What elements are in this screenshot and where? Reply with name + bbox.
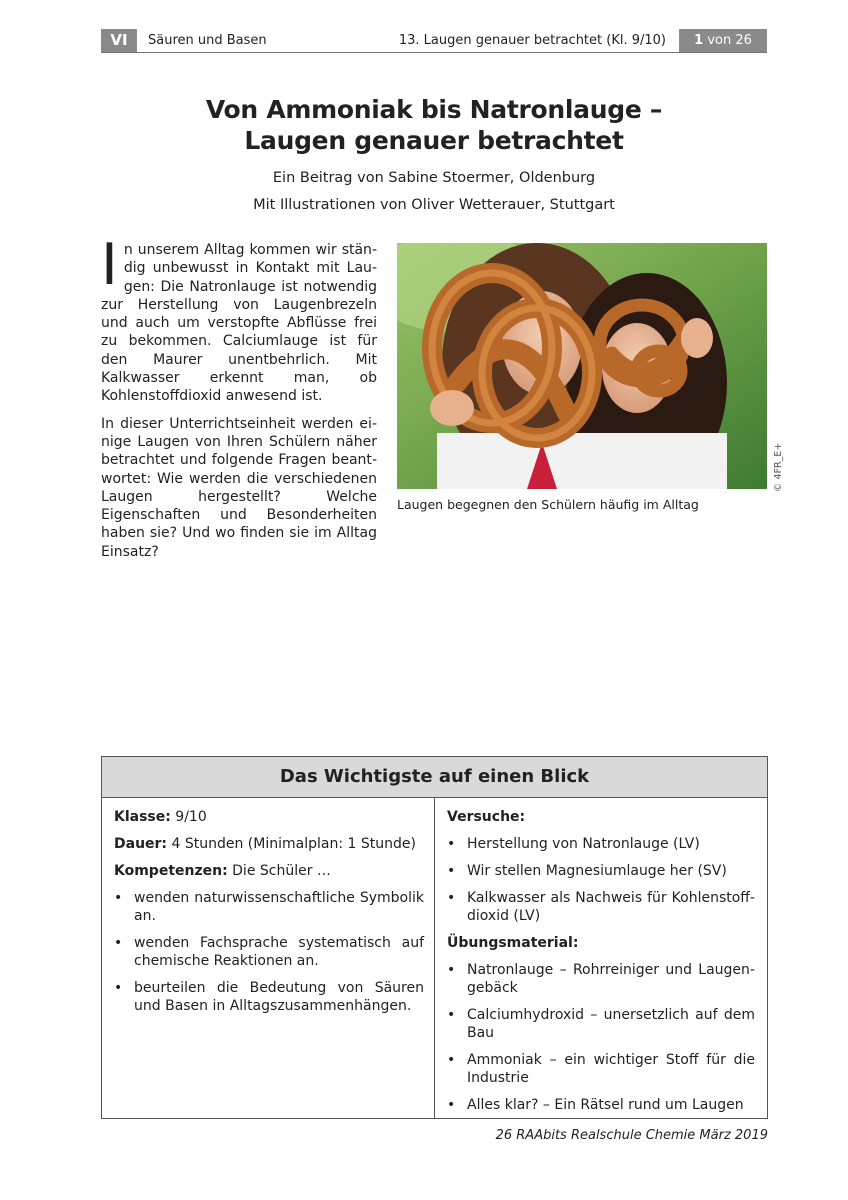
versuche-label: Versuche: <box>447 809 526 825</box>
summary-left-column <box>102 798 435 1118</box>
bullet-icon: • <box>447 836 456 852</box>
page-current: 1 <box>694 33 704 48</box>
page-total: von 26 <box>707 33 752 48</box>
list-item: • wenden naturwissenschaftliche Symbolik an. <box>114 890 424 924</box>
list-item: • Calciumhydroxid – unersetzlich auf dem Bau <box>447 1007 755 1041</box>
unit-title: 13. Laugen genauer betrachtet (Kl. 9/10) <box>398 33 666 48</box>
versuche-line <box>447 808 525 826</box>
pretzel-photo <box>397 243 767 489</box>
klasse-value: 9/10 <box>170 809 207 825</box>
intro-paragraph-1 <box>101 232 377 406</box>
list-item: • beurteilen die Bedeutung von Säuren und Basen in Alltagszusammenhängen. <box>114 980 424 1014</box>
photo-credit: © 4FR_E+ <box>773 442 784 492</box>
author-line: Ein Beitrag von Sabine Stoermer, Oldenburg <box>272 170 596 186</box>
drop-cap: I <box>101 232 118 298</box>
list-item: • Wir stellen Magnesiumlauge her (SV) <box>447 863 727 879</box>
list-item: • Kalkwasser als Nachweis für Kohlenstoffdioxid (LV) <box>447 890 755 924</box>
dauer-label: Dauer: <box>114 836 168 852</box>
uebung-label: Übungsmaterial: <box>447 935 579 951</box>
bullet-icon: • <box>447 890 456 906</box>
list-item: • Ammoniak – ein wichtiger Stoff für die Industrie <box>447 1052 755 1086</box>
bullet-icon: • <box>447 863 456 879</box>
intro-paragraph-2: In dieser Unterrichtseinheit werden einige Laugen von Ihren Schülern näher betrachtet und folgende Fragen beantwortet: Wie werden die verschiedenen Laugen hergestellt? Welche Eigenschaften und Besonderheiten haben sie? Und wo finden sie im Alltag Einsatz? <box>101 415 377 560</box>
klasse-label: Klasse: <box>114 809 171 825</box>
bullet-icon: • <box>114 980 123 996</box>
page-footer: 26 RAAbits Realschule Chemie März 2019 <box>495 1128 768 1143</box>
running-header <box>101 29 767 53</box>
photo-illustration <box>397 243 767 489</box>
intro-text <box>101 232 377 561</box>
list-item: • Herstellung von Natronlauge (LV) <box>447 836 700 852</box>
chapter-badge: VI <box>101 29 137 52</box>
section-title: Säuren und Basen <box>148 33 267 48</box>
klasse-line <box>114 808 207 826</box>
list-item: • Natronlauge – Rohrreiniger und Laugengebäck <box>447 962 755 996</box>
illustrator-line: Mit Illustrationen von Oliver Wetterauer, Stuttgart <box>253 197 615 213</box>
bullet-icon: • <box>447 962 456 978</box>
list-item: • Alles klar? – Ein Rätsel rund um Laugen <box>447 1097 744 1113</box>
bullet-icon: • <box>114 890 123 906</box>
intro-paragraph-1-text: n unserem Alltag kommen wir ständig unbewusst in Kontakt mit Laugen: Die Natronlauge ist notwendig zur Herstellung von Laugenbrezeln und auch um verstopfte Abflüsse frei zu bekommen. Calciumlauge ist für den Maurer unentbehrlich. Mit Kalkwasser erkennt man, ob Kohlenstoffdioxid anwesend ist. <box>101 242 377 405</box>
dauer-value: 4 Stunden (Minimalplan: 1 Stunde) <box>167 836 416 852</box>
summary-box <box>101 756 768 1119</box>
summary-right-column <box>435 798 767 1118</box>
list-item: • wenden Fachsprache systematisch auf chemische Reaktionen an. <box>114 935 424 969</box>
kompetenzen-label: Kompetenzen: <box>114 863 228 879</box>
bullet-icon: • <box>447 1007 456 1023</box>
title-line-1: Von Ammoniak bis Natronlauge – <box>205 95 663 124</box>
uebung-line <box>447 934 578 952</box>
bullet-icon: • <box>114 935 123 951</box>
dauer-line <box>114 835 416 853</box>
page-title <box>101 94 767 156</box>
bullet-icon: • <box>447 1052 456 1068</box>
bullet-icon: • <box>447 1097 456 1113</box>
kompetenzen-value: Die Schüler … <box>227 863 331 879</box>
kompetenzen-line <box>114 862 331 880</box>
summary-heading: Das Wichtigste auf einen Blick <box>102 757 767 798</box>
title-line-2: Laugen genauer betrachtet <box>244 126 624 155</box>
page-indicator <box>679 29 767 52</box>
photo-caption: Laugen begegnen den Schülern häufig im Alltag <box>397 497 699 512</box>
